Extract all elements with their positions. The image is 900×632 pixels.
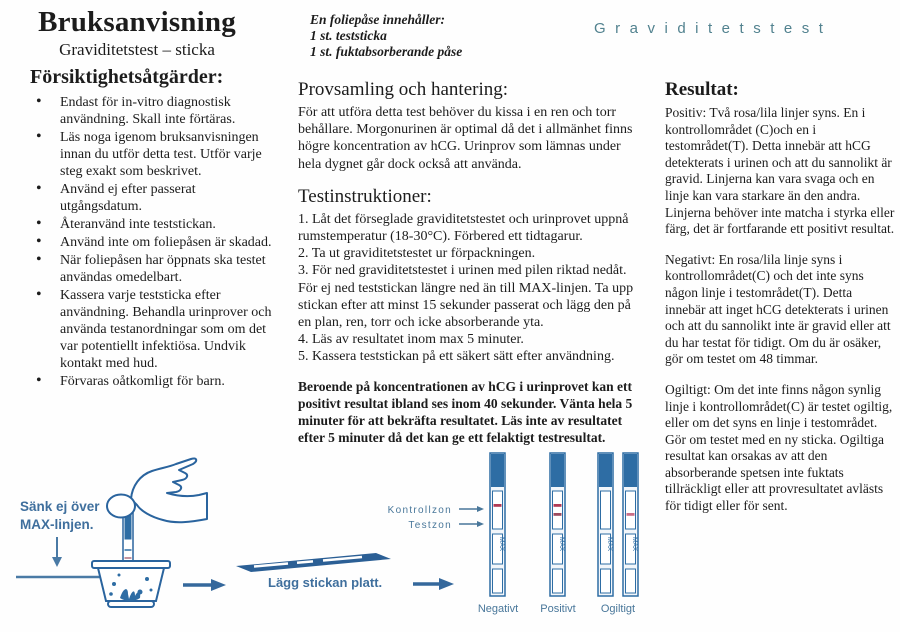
package-contents [310, 12, 540, 60]
result-invalid-text: Ogiltigt: Om det inte finns någon synlig linje i kontrollområdet(C) är testet ogiltig, eller om det syns en linje i testområdet. Gör om testet med en ny sticka. Ogiltiga resultat kan orsakas av att den absorberande spetsen inte fuktats tillräckligt eller att provresultatet avlästs för tidigt eller för sent. [665, 381, 893, 514]
result-label-negative: Negativt [477, 603, 519, 615]
arrow-right-icon [459, 506, 484, 512]
instructions-section [298, 79, 644, 459]
result-negative-text: Negativt: En rosa/lila linje syns i kontrollområdet(C) och det inte syns någon linje i testområdet(T). Detta innebär att inget hCG detekterats i urinen och att du sannolikt inte är gravid eller att du har testat för tidigt. Om du är osäker, gör om testet om 48 timmar. [665, 251, 891, 367]
max-label: MAX [606, 537, 613, 552]
precautions-heading: Försiktighetsåtgärder: [30, 66, 224, 88]
arrow-right-icon [183, 579, 226, 591]
package-contents-line: En foliepåse innehåller: [310, 12, 446, 27]
timing-note: Beroende på koncentrationen av hCG i urinprovet kan ett positivt resultat ibland ses inom 40 sekunder. Vänta hela 5 minuter för att bekräfta resultatet. Läs inte av resultatet efter 5 minuter då det kan ge ett felaktigt testresultat. [298, 378, 633, 445]
arrow-right-icon [459, 521, 484, 527]
page-title: Bruksanvisning [38, 6, 236, 38]
results-heading: Resultat: [665, 79, 739, 100]
instructions-steps [298, 211, 644, 366]
brand-wordmark: Graviditetstest [594, 20, 833, 37]
list-item: • Återanvänd inte teststickan. [30, 216, 276, 233]
list-item: • När foliepåsen har öppnats ska testet användas omedelbart. [30, 252, 276, 286]
list-item: • Läs noga igenom bruksanvisningen innan du utför detta test. Utför varje steg exakt som beskrivet. [30, 129, 276, 180]
test-stick-invalid-blank [598, 453, 613, 596]
title-block [28, 6, 246, 60]
instruction-step: 3. För ned graviditetstestet i urinen med pilen riktad nedåt. För ej ned teststickan längre ned än till MAX-linjen. Ta upp stickan efter att minst 15 sekunder passerat och lägg den på en plan, ren, torr och icke absorberande yta. [298, 263, 634, 331]
test-stick-positive [550, 453, 565, 596]
list-item: • Kassera varje teststicka efter användning. Behandla urinprover och använda testanordningar som om det var potentiellt infektiösa. Undvik kontakt med hud. [30, 287, 276, 372]
package-contents-line: 1 st. teststicka [310, 28, 387, 43]
result-positive-text: Positiv: Två rosa/lila linjer syns. En i kontrollområdet (C)och en i testområdet(T). Detta innebär att hCG detekterats i urinen och att du sannolikt är gravid. Linjerna kan vara svaga och en linje kan vara starkare än den andra. Linjerna behöver inte matcha i styrka eller färg, det är fortfarande ett positivt resultat. [665, 105, 895, 237]
test-stick-negative [490, 453, 505, 596]
arrow-down-icon [52, 537, 62, 567]
hand-icon [131, 458, 207, 522]
test-stick-invalid-testline [623, 453, 638, 596]
sampling-body: För att utföra detta test behöver du kissa i en ren och torr behållare. Morgonurinen är optimal då det i allmänhet finns högre koncentration av hCG. Urinprov som lämnas under hela dygnet går dock också att använda. [298, 105, 633, 172]
instruction-step: 4. Läs av resultatet inom max 5 minuter. [298, 332, 524, 348]
flat-stick-illustration [236, 553, 391, 572]
max-label: MAX [498, 537, 505, 552]
list-item: • Använd inte om foliepåsen är skadad. [30, 234, 276, 251]
dip-label: Sänk ej över [20, 499, 100, 514]
package-contents-line: 1 st. fuktabsorberande påse [310, 44, 463, 59]
page-subtitle: Graviditetstest – sticka [59, 40, 215, 59]
usage-diagram [0, 435, 660, 632]
dip-label: MAX-linjen. [20, 517, 94, 532]
max-label: MAX [558, 537, 565, 552]
instructions-heading: Testinstruktioner: [298, 185, 432, 207]
list-item: • Använd ej efter passerat utgångsdatum. [30, 181, 276, 215]
instruction-step: 1. Låt det förseglade graviditetstestet och urinprovet uppnå rumstemperatur (18-30°C). Förbered ett tidtagarur. [298, 211, 629, 245]
thumb-icon [107, 495, 135, 518]
control-zone-label: Kontrollzon [387, 505, 452, 516]
test-zone-label: Testzon [408, 520, 452, 531]
sampling-heading: Provsamling och hantering: [298, 79, 509, 100]
arrow-right-icon [413, 578, 454, 590]
list-item: • Förvaras oåtkomligt för barn. [30, 373, 276, 390]
max-label: MAX [631, 537, 638, 552]
result-label-invalid: Ogiltigt [600, 603, 636, 615]
instruction-step: 2. Ta ut graviditetstestet ur förpackningen. [298, 246, 536, 262]
result-label-positive: Positivt [540, 603, 576, 615]
instruction-step: 5. Kassera teststickan på ett säkert sätt efter användning. [298, 349, 615, 365]
list-item: • Endast för in-vitro diagnostisk användning. Skall inte förtäras. [30, 94, 276, 128]
results-section [665, 79, 895, 529]
precautions-section [6, 66, 278, 391]
precautions-list [6, 94, 278, 390]
lay-flat-label: Lägg stickan platt. [268, 575, 383, 590]
